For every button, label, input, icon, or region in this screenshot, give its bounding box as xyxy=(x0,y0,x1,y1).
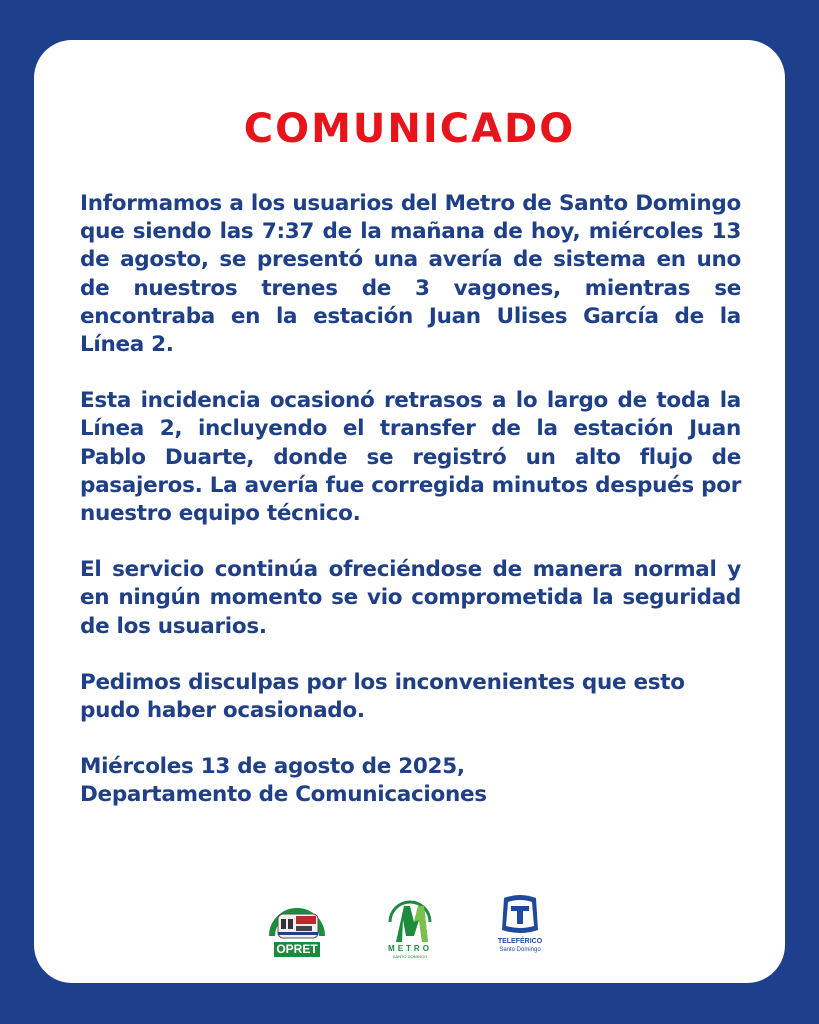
teleferico-cabin-icon xyxy=(490,892,550,938)
opret-label: OPRET xyxy=(276,942,318,956)
teleferico-sublabel: Santo Domingo xyxy=(499,947,541,953)
signature-date: Miércoles 13 de agosto de 2025, xyxy=(80,754,465,780)
opret-logo xyxy=(266,892,328,967)
metro-label: METRO xyxy=(388,944,432,953)
paragraph-delays: Esta incidencia ocasionó retrasos a lo largo de toda la Línea 2, incluyendo el transfer de la estación Juan Pablo Duarte, donde se registró un alto flujo de pasajeros. La avería fue corregida minutos después por nuestro equipo técnico. xyxy=(80,388,741,527)
paragraph-apology: Pedimos disculpas por los inconvenientes que esto pudo haber ocasionado. xyxy=(80,669,685,724)
metro-logo xyxy=(382,892,438,959)
announcement-card xyxy=(34,40,785,983)
signature-department: Departamento de Comunicaciones xyxy=(80,782,487,808)
teleferico-label: TELEFÉRICO xyxy=(497,938,543,945)
logo-row xyxy=(34,892,785,962)
announcement-title: COMUNICADO xyxy=(243,106,576,152)
announcement-body xyxy=(80,190,741,810)
teleferico-logo xyxy=(490,892,550,953)
paragraph-incident: Informamos a los usuarios del Metro de Santo Domingo que siendo las 7:37 de la mañana de hoy, miércoles 13 de agosto, se presentó una avería de sistema en uno de nuestros trenes de 3 vagones, mientras se encontraba en la estación Juan Ulises García de la Línea 2. xyxy=(80,191,741,358)
metro-sublabel: SANTO DOMINGO xyxy=(392,954,428,959)
metro-emblem-icon xyxy=(382,892,438,946)
paragraph-service-status: El servicio continúa ofreciéndose de manera normal y en ningún momento se vio comprometida la seguridad de los usuarios. xyxy=(80,557,741,639)
